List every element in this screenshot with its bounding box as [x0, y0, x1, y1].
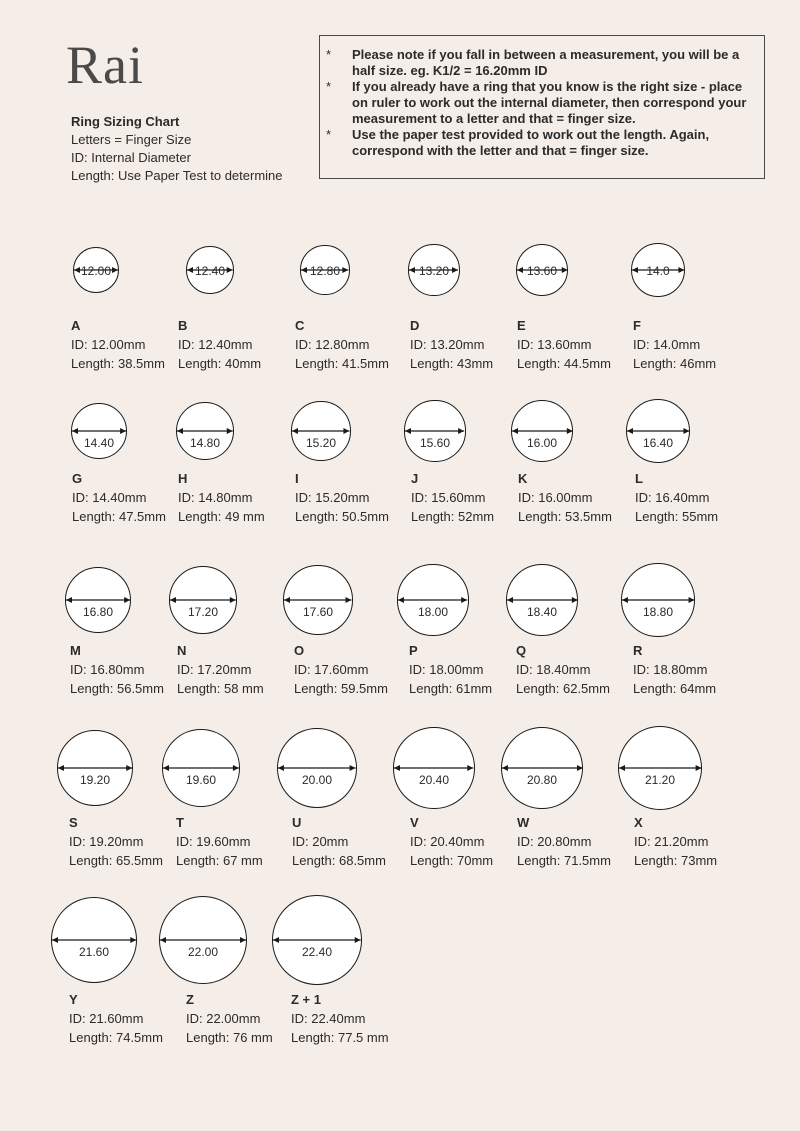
finger-size-letter: R — [633, 643, 643, 658]
diameter-label: 20.80 — [526, 773, 558, 787]
length-text: Length: 73mm — [634, 853, 718, 868]
finger-size-letter: U — [292, 815, 302, 830]
length-text: Length: 70mm — [410, 853, 494, 868]
internal-diameter-text: ID: 12.00mm — [71, 337, 146, 352]
diameter-arrow-icon — [169, 595, 237, 605]
ring-size-info — [634, 813, 717, 870]
length-text: Length: 40mm — [178, 356, 262, 371]
bullet-star: * — [326, 127, 332, 142]
diameter-label: 12.40 — [194, 264, 226, 278]
length-text: Length: 44.5mm — [517, 356, 611, 371]
ring-size-info — [635, 469, 718, 526]
length-text: Length: 62.5mm — [516, 681, 610, 696]
length-text: Length: 59.5mm — [294, 681, 388, 696]
legend-line: Length: Use Paper Test to determine — [71, 168, 283, 183]
diameter-arrow-icon — [393, 763, 474, 773]
diameter-label: 21.60 — [78, 945, 110, 959]
internal-diameter-text: ID: 20.40mm — [410, 834, 485, 849]
finger-size-letter: E — [517, 318, 526, 333]
legend-title: Ring Sizing Chart — [71, 114, 180, 129]
diameter-label: 18.40 — [526, 605, 558, 619]
diameter-label: 19.20 — [79, 773, 111, 787]
finger-size-letter: V — [410, 815, 419, 830]
internal-diameter-text: ID: 20mm — [292, 834, 349, 849]
ring-size-info — [292, 813, 386, 870]
diameter-label: 22.00 — [187, 945, 219, 959]
ring-size-info — [71, 316, 165, 373]
diameter-label: 16.00 — [526, 436, 558, 450]
diameter-label: 19.60 — [185, 773, 217, 787]
diameter-arrow-icon — [397, 595, 468, 605]
length-text: Length: 67 mm — [176, 853, 263, 868]
diameter-arrow-icon — [57, 763, 133, 773]
diameter-label: 13.60 — [526, 264, 558, 278]
ring-size-info — [69, 813, 163, 870]
length-text: Length: 76 mm — [186, 1030, 273, 1045]
internal-diameter-text: ID: 22.40mm — [291, 1011, 366, 1026]
length-text: Length: 55mm — [635, 509, 719, 524]
finger-size-letter: C — [295, 318, 305, 333]
length-text: Length: 71.5mm — [517, 853, 611, 868]
note-text: Use the paper test provided to work out the length. Again, correspond with the letter and that = finger size. — [352, 127, 710, 158]
finger-size-letter: K — [518, 471, 528, 486]
diameter-label: 14.80 — [189, 436, 221, 450]
finger-size-letter: Z — [186, 992, 194, 1007]
ring-size-info — [176, 813, 263, 870]
length-text: Length: 46mm — [633, 356, 717, 371]
diameter-label: 15.20 — [305, 436, 337, 450]
finger-size-letter: W — [517, 815, 530, 830]
diameter-label: 14.40 — [83, 436, 115, 450]
finger-size-letter: S — [69, 815, 78, 830]
internal-diameter-text: ID: 19.60mm — [176, 834, 251, 849]
diameter-label: 15.60 — [419, 436, 451, 450]
length-text: Length: 41.5mm — [295, 356, 389, 371]
length-text: Length: 77.5 mm — [291, 1030, 389, 1045]
diameter-label: 22.40 — [301, 945, 333, 959]
finger-size-letter: X — [634, 815, 643, 830]
internal-diameter-text: ID: 16.80mm — [70, 662, 145, 677]
diameter-label: 16.40 — [642, 436, 674, 450]
diameter-arrow-icon — [162, 763, 240, 773]
ring-size-info — [72, 469, 166, 526]
ring-size-info — [516, 641, 610, 698]
note-item — [326, 79, 756, 127]
finger-size-letter: N — [177, 643, 187, 658]
internal-diameter-text: ID: 13.20mm — [410, 337, 485, 352]
internal-diameter-text: ID: 18.40mm — [516, 662, 591, 677]
diameter-arrow-icon — [51, 935, 137, 945]
internal-diameter-text: ID: 16.00mm — [518, 490, 593, 505]
internal-diameter-text: ID: 17.60mm — [294, 662, 369, 677]
diameter-label: 12.00 — [80, 264, 112, 278]
diameter-label: 13.20 — [418, 264, 450, 278]
internal-diameter-text: ID: 14.80mm — [178, 490, 253, 505]
ring-size-info — [69, 990, 163, 1047]
internal-diameter-text: ID: 12.40mm — [178, 337, 253, 352]
diameter-arrow-icon — [404, 426, 465, 436]
notes-box — [319, 35, 765, 179]
finger-size-letter: L — [635, 471, 643, 486]
internal-diameter-text: ID: 18.80mm — [633, 662, 708, 677]
diameter-arrow-icon — [71, 426, 127, 436]
diameter-label: 17.20 — [187, 605, 219, 619]
diameter-arrow-icon — [283, 595, 353, 605]
diameter-arrow-icon — [291, 426, 350, 436]
internal-diameter-text: ID: 20.80mm — [517, 834, 592, 849]
ring-size-info — [186, 990, 273, 1047]
diameter-label: 12.80 — [309, 264, 341, 278]
internal-diameter-text: ID: 17.20mm — [177, 662, 252, 677]
finger-size-letter: M — [70, 643, 81, 658]
bullet-star: * — [326, 47, 332, 62]
legend-line: ID: Internal Diameter — [71, 150, 191, 165]
length-text: Length: 74.5mm — [69, 1030, 163, 1045]
length-text: Length: 50.5mm — [295, 509, 389, 524]
internal-diameter-text: ID: 15.20mm — [295, 490, 370, 505]
internal-diameter-text: ID: 14.0mm — [633, 337, 701, 352]
diameter-arrow-icon — [511, 426, 574, 436]
note-text: Please note if you fall in between a measurement, you will be a half size. eg. K1/2 = 16.20mm ID — [352, 47, 740, 78]
finger-size-letter: Q — [516, 643, 527, 658]
legend-line: Letters = Finger Size — [71, 132, 192, 147]
internal-diameter-text: ID: 22.00mm — [186, 1011, 261, 1026]
ring-size-info — [409, 641, 492, 698]
internal-diameter-text: ID: 21.60mm — [69, 1011, 144, 1026]
finger-size-letter: D — [410, 318, 420, 333]
length-text: Length: 64mm — [633, 681, 717, 696]
ring-size-info — [517, 316, 611, 373]
finger-size-letter: F — [633, 318, 641, 333]
length-text: Length: 47.5mm — [72, 509, 166, 524]
finger-size-letter: Z + 1 — [291, 992, 321, 1007]
length-text: Length: 68.5mm — [292, 853, 386, 868]
ring-size-info — [633, 641, 716, 698]
internal-diameter-text: ID: 13.60mm — [517, 337, 592, 352]
length-text: Length: 61mm — [409, 681, 493, 696]
finger-size-letter: G — [72, 471, 83, 486]
finger-size-letter: J — [411, 471, 419, 486]
internal-diameter-text: ID: 14.40mm — [72, 490, 147, 505]
internal-diameter-text: ID: 16.40mm — [635, 490, 710, 505]
note-item — [326, 47, 756, 79]
finger-size-letter: T — [176, 815, 184, 830]
diameter-arrow-icon — [501, 763, 584, 773]
length-text: Length: 43mm — [410, 356, 494, 371]
diameter-arrow-icon — [272, 935, 362, 945]
diameter-arrow-icon — [506, 595, 579, 605]
diameter-label: 20.40 — [418, 773, 450, 787]
diameter-label: 17.60 — [302, 605, 334, 619]
ring-size-info — [295, 316, 389, 373]
chart-legend — [71, 113, 283, 185]
ring-size-info — [178, 316, 261, 373]
finger-size-letter: Y — [69, 992, 78, 1007]
finger-size-letter: O — [294, 643, 305, 658]
finger-size-letter: B — [178, 318, 188, 333]
diameter-label: 18.80 — [642, 605, 674, 619]
diameter-label: 16.80 — [82, 605, 114, 619]
ring-size-info — [295, 469, 389, 526]
finger-size-letter: H — [178, 471, 188, 486]
ring-size-info — [291, 990, 389, 1047]
ring-size-info — [294, 641, 388, 698]
diameter-arrow-icon — [65, 595, 131, 605]
finger-size-letter: A — [71, 318, 81, 333]
ring-size-info — [410, 813, 493, 870]
ring-size-info — [70, 641, 164, 698]
ring-size-info — [518, 469, 612, 526]
diameter-label: 18.00 — [417, 605, 449, 619]
internal-diameter-text: ID: 18.00mm — [409, 662, 484, 677]
finger-size-letter: I — [295, 471, 299, 486]
diameter-arrow-icon — [626, 426, 690, 436]
note-text: If you already have a ring that you know is the right size - place on ruler to work out the internal diameter, then correspond your measurement to a letter and that = finger size. — [352, 79, 747, 126]
internal-diameter-text: ID: 15.60mm — [411, 490, 486, 505]
ring-size-info — [633, 316, 716, 373]
diameter-label: 20.00 — [301, 773, 333, 787]
brand-logo: Rai — [66, 35, 144, 95]
diameter-arrow-icon — [621, 595, 696, 605]
length-text: Length: 58 mm — [177, 681, 264, 696]
diameter-arrow-icon — [159, 935, 247, 945]
ring-size-info — [177, 641, 264, 698]
diameter-arrow-icon — [618, 763, 703, 773]
internal-diameter-text: ID: 19.20mm — [69, 834, 144, 849]
internal-diameter-text: ID: 12.80mm — [295, 337, 370, 352]
length-text: Length: 49 mm — [178, 509, 265, 524]
ring-size-info — [410, 316, 493, 373]
bullet-star: * — [326, 79, 332, 94]
length-text: Length: 65.5mm — [69, 853, 163, 868]
ring-size-info — [178, 469, 265, 526]
diameter-label: 14.0 — [646, 264, 670, 278]
ring-size-info — [411, 469, 494, 526]
diameter-label: 21.20 — [644, 773, 676, 787]
diameter-arrow-icon — [277, 763, 357, 773]
note-item — [326, 127, 756, 159]
diameter-arrow-icon — [176, 426, 234, 436]
finger-size-letter: P — [409, 643, 418, 658]
length-text: Length: 38.5mm — [71, 356, 165, 371]
length-text: Length: 56.5mm — [70, 681, 164, 696]
internal-diameter-text: ID: 21.20mm — [634, 834, 709, 849]
ring-size-info — [517, 813, 611, 870]
length-text: Length: 52mm — [411, 509, 495, 524]
length-text: Length: 53.5mm — [518, 509, 612, 524]
